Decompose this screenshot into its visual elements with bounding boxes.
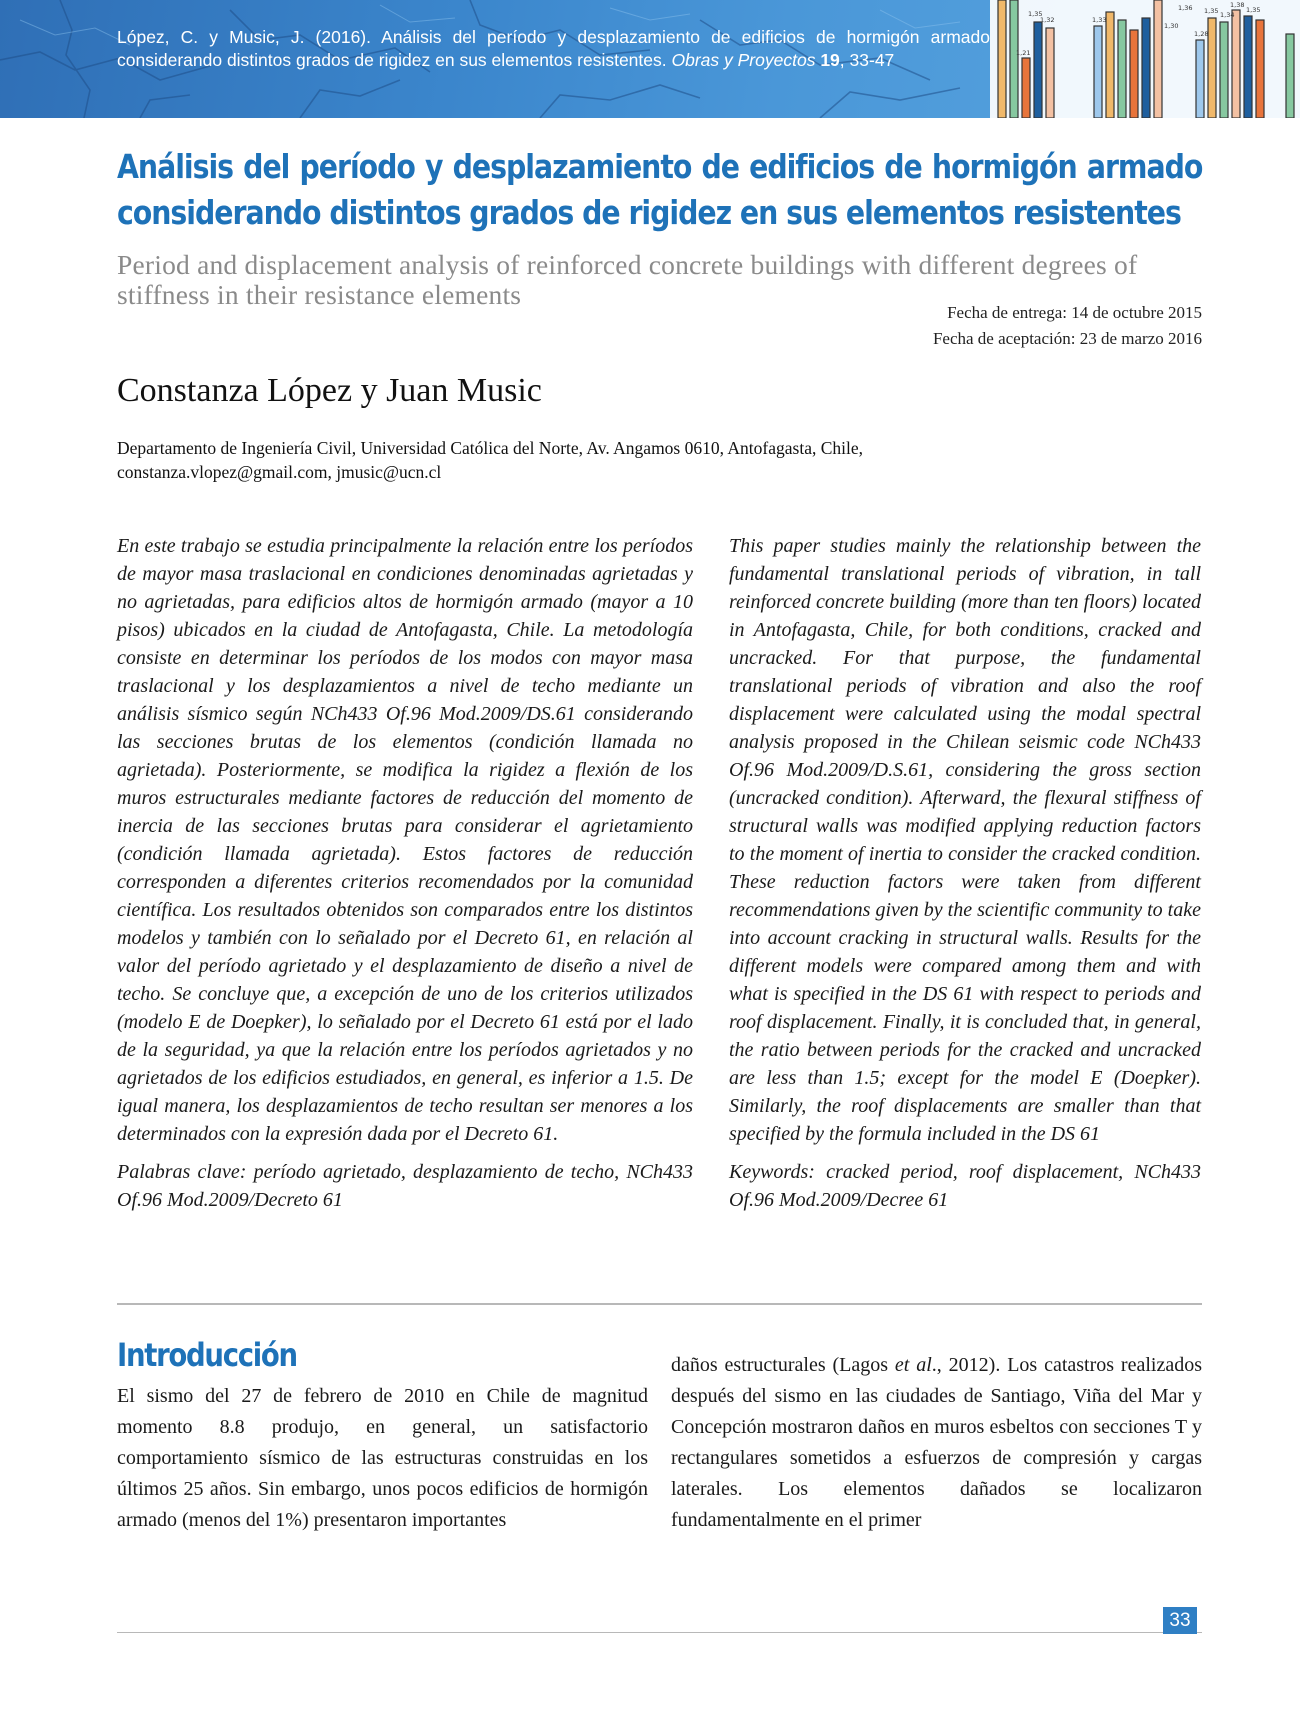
header-banner [0, 0, 1300, 118]
deco-bar [1034, 22, 1042, 118]
citation-volume: 19 [820, 50, 840, 70]
deco-bar [1256, 20, 1264, 118]
footer-rule [117, 1632, 1202, 1633]
intro-heading: Introducción [117, 1336, 297, 1374]
deco-bar [1154, 0, 1162, 118]
deco-bar [1196, 40, 1204, 118]
authors: Constanza López y Juan Music [117, 372, 542, 409]
deco-bar [1232, 10, 1240, 118]
deco-bar [1118, 20, 1126, 118]
keywords-spanish: Palabras clave: período agrietado, desplazamiento de techo, NCh433 Of.96 Mod.2009/Decreto 61 [117, 1161, 693, 1211]
citation-title: Análisis del período y desplazamiento de edificios de hormigón armado considerando distintos grados de rigidez en sus elementos resistentes. [117, 27, 990, 70]
deco-bar [1244, 16, 1252, 118]
bar-label: 1,35 [1246, 6, 1261, 14]
intro-column-left [117, 1381, 648, 1536]
deco-bar [1130, 30, 1138, 118]
page-number: 33 [1163, 1607, 1197, 1634]
abstract-english-text: This paper studies mainly the relationship between the fundamental translational periods of vibration, in tall reinforced concrete building (more than ten floors) located in Antofagasta, Chile, for both conditions, cracked and uncracked. For that purpose, the fundamental translational periods of vibration and also the roof displacement were calculated using the modal spectral analysis proposed in the Chilean seismic code NCh433 Of.96 Mod.2009/D.S.61, considering the gross section (uncracked condition). Afterward, the flexural stiffness of structural walls was modified applying reduction factors to the moment of inertia to consider the cracked condition. These reduction factors were taken from different recommendations given by the scientific community to take into account cracking in structural walls. Results for the different models were compared among them and with what is specified in the DS 61 with respect to periods and roof displacement. Finally, it is concluded that, in general, the ratio between periods for the cracked and uncracked are less than 1.5; except for the model E (Doepker). Similarly, the roof displacements are smaller than that specified by the formula included in the DS 61 [729, 535, 1201, 1145]
citation [117, 26, 990, 72]
paper-title-english: Period and displacement analysis of reinforced concrete buildings with different degrees of stiffness in their resistance elements [117, 249, 1138, 310]
keywords-english: Keywords: cracked period, roof displacement, NCh433 Of.96 Mod.2009/Decree 61 [729, 1161, 1201, 1211]
deco-bar [1208, 18, 1216, 118]
bar-label: 1,32 [1040, 16, 1055, 24]
deco-bar [1046, 28, 1054, 118]
bar-label: 1,35 [1204, 7, 1219, 15]
bar-label: 1,33 [1092, 16, 1107, 24]
decorative-bar-chart [990, 0, 1300, 118]
abstract-spanish-text: En este trabajo se estudia principalmente la relación entre los períodos de mayor masa traslacional en condiciones denominadas agrietadas y no agrietadas, para edificios altos de hormigón armado (mayor a 10 pisos) ubicados en la ciudad de Antofagasta, Chile. La metodología consiste en determinar los períodos de los modos con mayor masa traslacional y los desplazamientos a nivel de techo mediante un análisis sísmico según NCh433 Of.96 Mod.2009/DS.61 considerando las secciones brutas de los elementos (condición llamada no agrietada). Posteriormente, se modifica la rigidez a flexión de los muros estructurales mediante factores de reducción del momento de inercia de las secciones brutas para considerar el agrietamiento (condición llamada agrietada). Estos factores de reducción corresponden a diferentes criterios recomendados por la comunidad científica. Los resultados obtenidos son comparados entre los distintos modelos y también con lo señalado por el Decreto 61, en relación al valor del período agrietado y el desplazamiento de diseño a nivel de techo. Se concluye que, a excepción de uno de los criterios utilizados (modelo E de Doepker), lo señalado por el Decreto 61 está por el lado de la seguridad, ya que la relación entre los períodos agrietados y no agrietados de los edificios estudiados, en general, es inferior a 1.5. De igual manera, los desplazamientos de techo resultan ser menores a los determinados con la expresión dada por el Decreto 61. [117, 535, 693, 1145]
deco-bar [1142, 18, 1150, 118]
submission-dates [933, 300, 1202, 352]
author-emails: constanza.vlopez@gmail.com, jmusic@ucn.cl [117, 462, 442, 482]
bar-label: 1,36 [1178, 4, 1193, 12]
abstract-english [729, 532, 1201, 1214]
bar-label: 1,30 [1164, 22, 1179, 30]
bar-label: 1,34 [1220, 11, 1235, 19]
affiliation-block [117, 436, 1207, 484]
deco-bar [1094, 26, 1102, 118]
deco-bar [1220, 22, 1228, 118]
bar-label: 1,38 [1230, 1, 1245, 9]
intro-column-right [671, 1350, 1202, 1536]
deco-bar [1022, 58, 1030, 118]
deco-bar [1106, 12, 1114, 118]
intro-right-text-a: daños estructurales (Lagos [671, 1354, 895, 1376]
intro-right-text-b: ., 2012). Los catastros realizados después del sismo en las ciudades de Santiago, Viña del Mar y Concepción mostraron daños en muros esbeltos con secciones T y rectangulares sometidos a esfuerzos de compresión y cargas laterales. Los elementos dañados se localizaron fundamentalmente en el primer [671, 1354, 1202, 1531]
deco-bar [1286, 34, 1294, 118]
intro-left-text: El sismo del 27 de febrero de 2010 en Chile de magnitud momento 8.8 produjo, en general, un satisfactorio comportamiento sísmico de las estructuras construidas en los últimos 25 años. Sin embargo, unos pocos edificios de hormigón armado (menos del 1%) presentaron importantes [117, 1385, 648, 1531]
affiliation: Departamento de Ingeniería Civil, Universidad Católica del Norte, Av. Angamos 0610, Antofagasta, Chile, [117, 438, 863, 458]
citation-journal: Obras y Proyectos [671, 50, 816, 70]
paper-title-spanish: Análisis del período y desplazamiento de edificios de hormigón armado considerando distintos grados de rigidez en sus elementos resistentes [117, 147, 1203, 232]
citation-authors: López, C. y Music, J. (2016). [117, 27, 371, 47]
bar-label: 1,35 [1028, 10, 1043, 18]
deco-bar [1010, 0, 1018, 118]
bar-label: 1,21 [1016, 49, 1031, 57]
citation-pages: , 33-47 [839, 50, 895, 70]
intro-right-etal: et al [894, 1354, 932, 1376]
deco-bar [998, 0, 1006, 118]
abstract-spanish [117, 532, 693, 1214]
bar-label: 1,28 [1194, 30, 1209, 38]
intro-right-paragraph [671, 1350, 1202, 1536]
received-date: Fecha de entrega: 14 de octubre 2015 [947, 303, 1202, 322]
section-divider [117, 1303, 1202, 1305]
accepted-date: Fecha de aceptación: 23 de marzo 2016 [932, 329, 1202, 348]
